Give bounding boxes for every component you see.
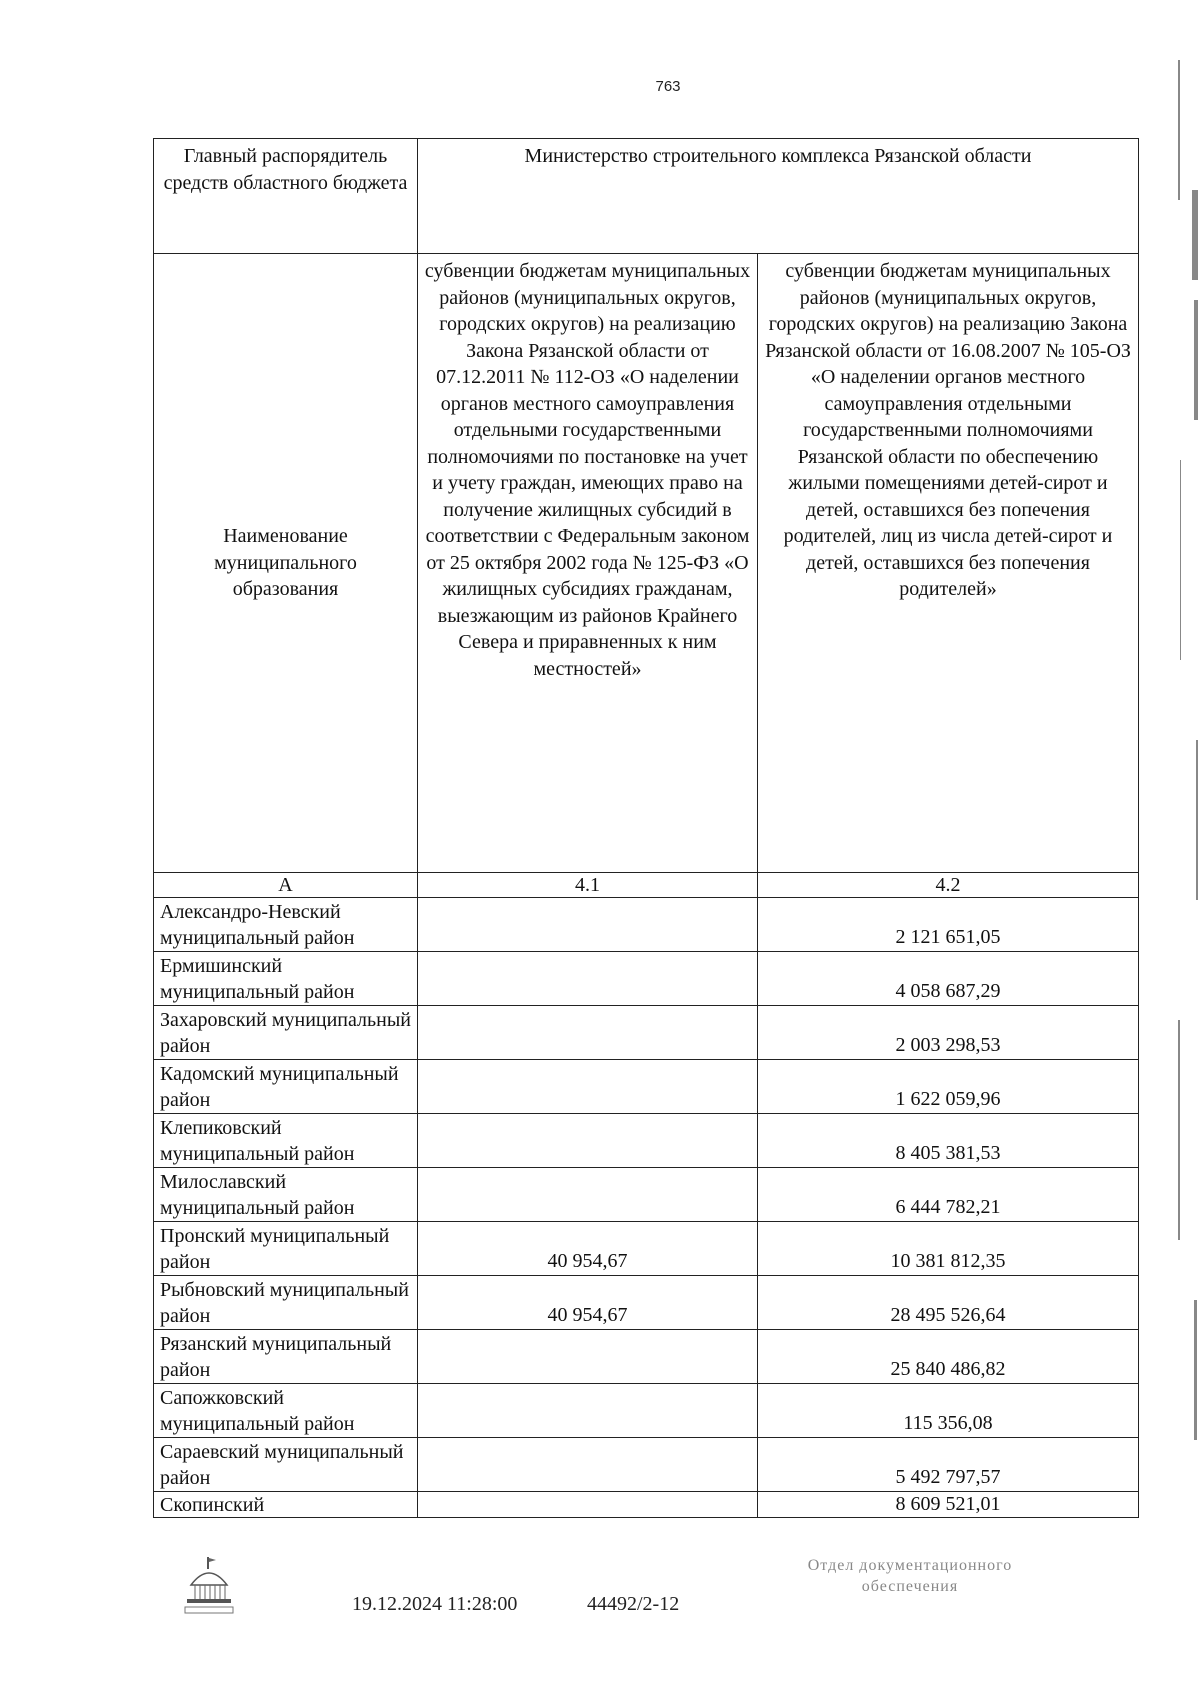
value-4-2: 25 840 486,82 (758, 1330, 1139, 1384)
index-row (154, 873, 1139, 898)
chief-row (154, 139, 1139, 254)
value-4-1 (418, 1006, 758, 1060)
municipality-name: Ермишинский муниципальный район (154, 952, 418, 1006)
duma-logo-icon (183, 1555, 235, 1615)
municipality-name: Милославский муниципальный район (154, 1168, 418, 1222)
value-4-1 (418, 1330, 758, 1384)
page-number: 763 (655, 78, 681, 95)
table-row (154, 1168, 1139, 1222)
municipality-name: Захаровский муниципальный район (154, 1006, 418, 1060)
value-4-1 (418, 1060, 758, 1114)
table-row (154, 1114, 1139, 1168)
municipality-name: Кадомский муниципальный район (154, 1060, 418, 1114)
table-row (154, 1222, 1139, 1276)
table-row (154, 1276, 1139, 1330)
description-row (154, 254, 1139, 873)
table-row (154, 1438, 1139, 1492)
value-4-2: 4 058 687,29 (758, 952, 1139, 1006)
table-row (154, 1384, 1139, 1438)
chief-label: Главный распорядитель средств областного бюджета (154, 139, 418, 254)
value-4-2: 8 405 381,53 (758, 1114, 1139, 1168)
budget-table (153, 138, 1139, 1518)
municipality-name: Рязанский муниципальный район (154, 1330, 418, 1384)
municipality-name: Александро-Невский муниципальный район (154, 898, 418, 952)
value-4-2: 1 622 059,96 (758, 1060, 1139, 1114)
municipality-name: Скопинский (154, 1492, 418, 1518)
value-4-2: 2 121 651,05 (758, 898, 1139, 952)
value-4-1 (418, 1168, 758, 1222)
value-4-1 (418, 1438, 758, 1492)
table-row (154, 952, 1139, 1006)
municipality-label: Наименование муниципального образования (154, 254, 418, 873)
value-4-1: 40 954,67 (418, 1276, 758, 1330)
scan-edge-artifact (1178, 40, 1200, 1660)
table-row (154, 1006, 1139, 1060)
municipality-name: Пронский муниципальный район (154, 1222, 418, 1276)
value-4-1 (418, 952, 758, 1006)
index-a: А (154, 873, 418, 898)
value-4-2: 28 495 526,64 (758, 1276, 1139, 1330)
municipality-name: Сараевский муниципальный район (154, 1438, 418, 1492)
value-4-1 (418, 1492, 758, 1518)
value-4-2: 8 609 521,01 (758, 1492, 1139, 1518)
footer-document-number: 44492/2-12 (587, 1593, 680, 1615)
table-row (154, 1492, 1139, 1518)
table-row (154, 898, 1139, 952)
footer-datetime: 19.12.2024 11:28:00 (352, 1593, 518, 1615)
index-4-1: 4.1 (418, 873, 758, 898)
value-4-1 (418, 1114, 758, 1168)
table-row (154, 1060, 1139, 1114)
value-4-1 (418, 1384, 758, 1438)
value-4-2: 2 003 298,53 (758, 1006, 1139, 1060)
table-row (154, 1330, 1139, 1384)
column-4-2-description: субвенции бюджетам муниципальных районов (муниципальных округов, городских округов) на реализацию Закона Рязанской области от 16.08.2007 № 105-ОЗ «О наделении органов местного самоуправления отдельными государственными полномочиями Рязанской области по обеспечению жилыми помещениями детей-сирот и детей, оставшихся без попечения родителей, лиц из числа детей-сирот и детей, оставшихся без попечения родителей» (758, 254, 1139, 873)
column-4-1-description: субвенции бюджетам муниципальных районов (муниципальных округов, городских округов) на реализацию Закона Рязанской области от 07.12.2011 № 112-ОЗ «О наделении органов местного самоуправления отдельными государственными полномочиями по постановке на учет и учету граждан, имеющих право на получение жилищных субсидий в соответствии с Федеральным законом от 25 октября 2002 года № 125-ФЗ «О жилищных субсидиях гражданам, выезжающим из районов Крайнего Севера и приравненных к ним местностей» (418, 254, 758, 873)
index-4-2: 4.2 (758, 873, 1139, 898)
municipality-name: Рыбновский муниципальный район (154, 1276, 418, 1330)
value-4-2: 5 492 797,57 (758, 1438, 1139, 1492)
municipality-name: Клепиковский муниципальный район (154, 1114, 418, 1168)
value-4-2: 10 381 812,35 (758, 1222, 1139, 1276)
value-4-2: 6 444 782,21 (758, 1168, 1139, 1222)
value-4-1 (418, 898, 758, 952)
department-stamp: Отдел документационного обеспечения (807, 1557, 1013, 1595)
value-4-2: 115 356,08 (758, 1384, 1139, 1438)
value-4-1: 40 954,67 (418, 1222, 758, 1276)
municipality-name: Сапожковский муниципальный район (154, 1384, 418, 1438)
chief-value: Министерство строительного комплекса Рязанской области (418, 139, 1139, 254)
